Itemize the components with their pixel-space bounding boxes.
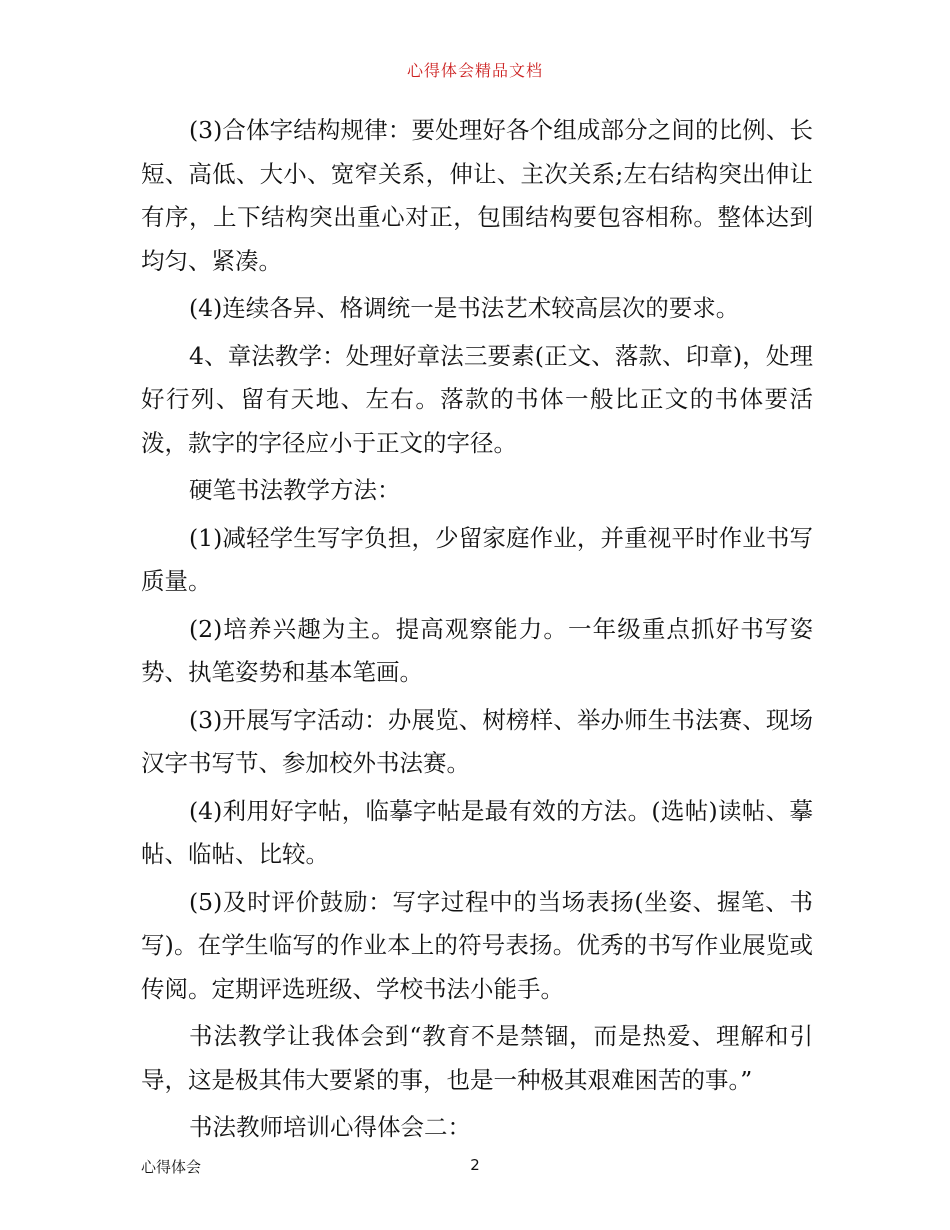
page-footer-label: 心得体会 <box>141 1158 202 1176</box>
paragraph: 4、章法教学：处理好章法三要素(正文、落款、印章)，处理好行列、留有天地、左右。落款的书体一般比正文的书体要活泼，款字的字径应小于正文的字径。 <box>141 341 813 457</box>
paragraph: 书法教学让我体会到“教育不是禁锢，而是热爱、理解和引导，这是极其伟大要紧的事，也是一种极其艰难困苦的事。” <box>141 1022 813 1094</box>
paragraph: (2)培养兴趣为主。提高观察能力。一年级重点抓好书写姿势、执笔姿势和基本笔画。 <box>141 614 813 686</box>
paragraph: (4)利用好字帖，临摹字帖是最有效的方法。(选帖)读帖、摹帖、临帖、比较。 <box>141 796 813 868</box>
paragraph: (3)合体字结构规律：要处理好各个组成部分之间的比例、长短、高低、大小、宽窄关系，伸让、主次关系;左右结构突出伸让有序，上下结构突出重心对正，包围结构要包容相称。整体达到均匀、紧凑。 <box>141 116 813 275</box>
paragraph: (1)减轻学生写字负担，少留家庭作业，并重视平时作业书写质量。 <box>141 523 813 595</box>
paragraph: (3)开展写字活动：办展览、树榜样、举办师生书法赛、现场汉字书写节、参加校外书法赛。 <box>141 705 813 777</box>
page-header-title: 心得体会精品文档 <box>406 61 543 80</box>
page-number: 2 <box>470 1156 480 1174</box>
paragraph: 硬笔书法教学方法： <box>189 476 401 504</box>
paragraph: (4)连续各异、格调统一是书法艺术较高层次的要求。 <box>189 294 740 322</box>
paragraph: (5)及时评价鼓励：写字过程中的当场表扬(坐姿、握笔、书写)。在学生临写的作业本上的符号表扬。优秀的书写作业展览或传阅。定期评选班级、学校书法小能手。 <box>141 887 813 1003</box>
document-body <box>141 109 813 1154</box>
paragraph: 书法教师培训心得体会二： <box>189 1113 471 1141</box>
